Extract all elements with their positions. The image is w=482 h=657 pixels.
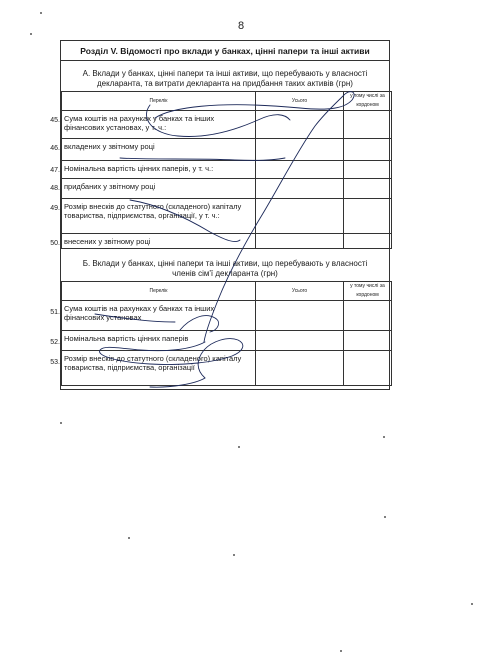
column-header-abroad: у тому числі за кордоном bbox=[344, 282, 392, 301]
row-label: Розмір внесків до статутного (складеного) капіталу товариства, підприємства, організації, у т. ч.: bbox=[62, 199, 256, 234]
scan-speck bbox=[128, 537, 130, 539]
part-a-header-row bbox=[62, 92, 392, 111]
column-header-list: Перелік bbox=[62, 92, 256, 111]
abroad-cell[interactable] bbox=[344, 331, 392, 351]
table-row bbox=[62, 234, 392, 249]
declaration-section-v bbox=[60, 40, 390, 390]
total-cell[interactable] bbox=[256, 331, 344, 351]
row-number: 51. bbox=[50, 309, 60, 316]
column-header-list: Перелік bbox=[62, 282, 256, 301]
column-header-total: Усього bbox=[256, 92, 344, 111]
scan-speck bbox=[383, 436, 385, 438]
table-row bbox=[62, 199, 392, 234]
row-number: 48. bbox=[50, 185, 60, 192]
part-b-header-row bbox=[62, 282, 392, 301]
row-label: Номінальна вартість цінних паперів bbox=[62, 331, 256, 351]
table-row bbox=[62, 161, 392, 179]
scan-speck bbox=[233, 554, 235, 556]
row-label: вкладених у звітному році bbox=[62, 139, 256, 161]
row-number: 46. bbox=[50, 145, 60, 152]
row-label: Сума коштів на рахунках у банках та інших фінансових установах bbox=[62, 301, 256, 331]
total-cell[interactable] bbox=[256, 351, 344, 386]
row-number: 49. bbox=[50, 205, 60, 212]
total-cell[interactable] bbox=[256, 179, 344, 199]
part-a-title-line2: декларанта, та витрати декларанта на придбання таких активів (грн) bbox=[97, 79, 353, 88]
table-row bbox=[62, 351, 392, 386]
table-row bbox=[62, 179, 392, 199]
part-b-title-line2: членів сім'ї декларанта (грн) bbox=[172, 269, 278, 278]
row-label: Номінальна вартість цінних паперів, у т. ч.: bbox=[62, 161, 256, 179]
row-number: 50. bbox=[50, 240, 60, 247]
row-number: 47. bbox=[50, 167, 60, 174]
column-header-total: Усього bbox=[256, 282, 344, 301]
scan-speck bbox=[30, 33, 32, 35]
table-row bbox=[62, 331, 392, 351]
table-row bbox=[62, 139, 392, 161]
row-label: Розмір внесків до статутного (складеного) капіталу товариства, підприємства, організації bbox=[62, 351, 256, 386]
abroad-cell[interactable] bbox=[344, 139, 392, 161]
scan-speck bbox=[340, 650, 342, 652]
row-number: 45. bbox=[50, 117, 60, 124]
total-cell[interactable] bbox=[256, 139, 344, 161]
row-number: 52. bbox=[50, 339, 60, 346]
scan-speck bbox=[60, 422, 62, 424]
abroad-cell[interactable] bbox=[344, 301, 392, 331]
section-title: Розділ V. Відомості про вклади у банках, цінні папери та інші активи bbox=[61, 41, 389, 61]
total-cell[interactable] bbox=[256, 111, 344, 139]
abroad-cell[interactable] bbox=[344, 351, 392, 386]
part-b-title-line1: Б. Вклади у банках, цінні папери та інші активи, що перебувають у власності bbox=[82, 259, 368, 268]
abroad-cell[interactable] bbox=[344, 161, 392, 179]
scan-speck bbox=[238, 446, 240, 448]
part-a-table bbox=[61, 91, 392, 249]
row-label: внесених у звітному році bbox=[62, 234, 256, 249]
table-row bbox=[62, 111, 392, 139]
scan-speck bbox=[471, 603, 473, 605]
abroad-cell[interactable] bbox=[344, 199, 392, 234]
table-row bbox=[62, 301, 392, 331]
scan-speck bbox=[40, 12, 42, 14]
abroad-cell[interactable] bbox=[344, 111, 392, 139]
total-cell[interactable] bbox=[256, 301, 344, 331]
row-label: Сума коштів на рахунках у банках та інших фінансових установах, у т. ч.: bbox=[62, 111, 256, 139]
row-number: 53. bbox=[50, 359, 60, 366]
abroad-cell[interactable] bbox=[344, 234, 392, 249]
page-number: 8 bbox=[237, 20, 245, 32]
scan-speck bbox=[384, 516, 386, 518]
part-b-table bbox=[61, 281, 392, 386]
total-cell[interactable] bbox=[256, 234, 344, 249]
total-cell[interactable] bbox=[256, 199, 344, 234]
row-label: придбаних у звітному році bbox=[62, 179, 256, 199]
part-a-title-line1: А. Вклади у банках, цінні папери та інші активи, що перебувають у власності bbox=[82, 69, 368, 78]
column-header-abroad: у тому числі за кордоном bbox=[344, 92, 392, 111]
total-cell[interactable] bbox=[256, 161, 344, 179]
abroad-cell[interactable] bbox=[344, 179, 392, 199]
